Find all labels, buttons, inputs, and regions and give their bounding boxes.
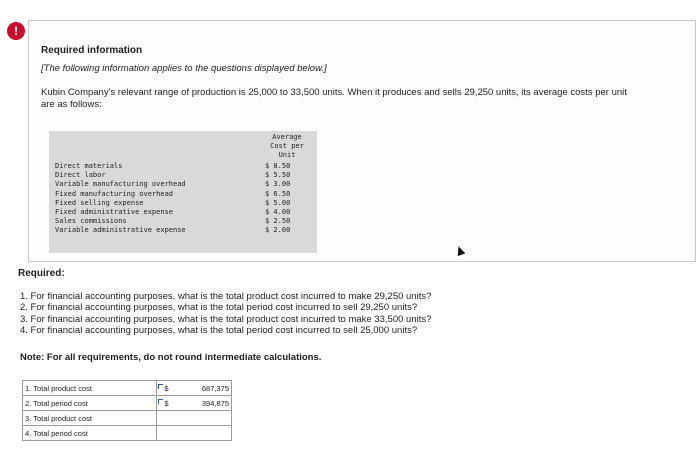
- cost-label: Variable administrative expense: [55, 226, 186, 235]
- list-item: 1. For financial accounting purposes, what is the total product cost incurred to make 29,250 units?: [20, 291, 432, 302]
- table-row: [55, 199, 317, 208]
- answer-label: 2. Total period cost: [23, 396, 157, 411]
- cost-value: $ 5.50: [265, 171, 291, 180]
- answer-table: [22, 380, 232, 441]
- cost-label: Fixed selling expense: [55, 198, 144, 207]
- answer-label: 3. Total product cost: [23, 411, 157, 426]
- list-item: 3. For financial accounting purposes, what is the total product cost incurred to make 33,500 units?: [20, 313, 432, 325]
- cost-table: [49, 131, 317, 253]
- cost-label: Direct materials: [55, 162, 123, 170]
- list-item: 2. For financial accounting purposes, what is the total period cost incurred to sell 29,250 units?: [20, 302, 418, 314]
- currency-text: $: [164, 383, 169, 393]
- cost-label: Fixed administrative expense: [55, 207, 174, 216]
- cost-value: $ 6.50: [265, 189, 291, 198]
- calculation-note: Note: For all requirements, do not round intermediate calculations.: [20, 352, 322, 363]
- info-text: Kubin Company's relevant range of production is 25,000 to 33,500 units. When it produces and sells 29,250 units, its average costs per unit are as follows:: [41, 87, 627, 110]
- table-row: [55, 226, 317, 235]
- answer-input-2[interactable]: 394,875: [170, 396, 232, 411]
- cost-label: Fixed manufacturing overhead: [55, 189, 174, 198]
- table-row: [23, 396, 232, 411]
- table-row: [55, 162, 317, 171]
- table-row: [55, 208, 317, 217]
- cost-header-line: Unit: [278, 151, 296, 159]
- cost-label: Sales commissions: [55, 217, 127, 226]
- answer-input-1[interactable]: 687,375: [170, 381, 232, 396]
- cost-value: $ 2.50: [265, 217, 291, 226]
- input-marker-icon: [158, 399, 163, 404]
- cost-value: $ 3.00: [265, 180, 291, 189]
- list-item: 4. For financial accounting purposes, what is the total period cost incurred to sell 25,000 units?: [20, 324, 418, 336]
- table-row: [55, 190, 317, 199]
- answer-label: 1. Total product cost: [23, 381, 157, 396]
- cost-value: $ 2.00: [265, 226, 291, 235]
- answer-label: 4. Total period cost: [23, 426, 157, 441]
- table-row: [23, 426, 232, 441]
- info-subtitle: [The following information applies to the questions displayed below.]: [41, 63, 327, 74]
- cost-header-line: Average: [272, 133, 302, 141]
- cost-value: $ 8.50: [265, 162, 291, 170]
- alert-icon: !: [7, 22, 25, 40]
- required-heading: Required:: [18, 268, 65, 279]
- answer-input-3[interactable]: [157, 411, 232, 426]
- currency-symbol: [157, 381, 170, 396]
- cost-header-line: Cost per: [270, 142, 304, 150]
- currency-symbol: [157, 396, 170, 411]
- table-row: [55, 180, 317, 189]
- cost-label: Variable manufacturing overhead: [55, 180, 186, 189]
- input-marker-icon: [158, 384, 163, 389]
- cost-table-rows: [55, 162, 317, 236]
- table-row: [23, 411, 232, 426]
- cost-label: Direct labor: [55, 171, 106, 180]
- answer-input-4[interactable]: [157, 426, 232, 441]
- info-title: Required information: [41, 45, 143, 56]
- required-information-box: [28, 20, 696, 262]
- cost-value: $ 5.00: [265, 198, 291, 207]
- table-row: [55, 171, 317, 180]
- cost-value: $ 4.00: [265, 207, 291, 216]
- requirements-list: [20, 291, 500, 336]
- currency-text: $: [164, 398, 169, 408]
- cost-table-header: [257, 133, 317, 160]
- table-row: [23, 381, 232, 396]
- table-row: [55, 217, 317, 226]
